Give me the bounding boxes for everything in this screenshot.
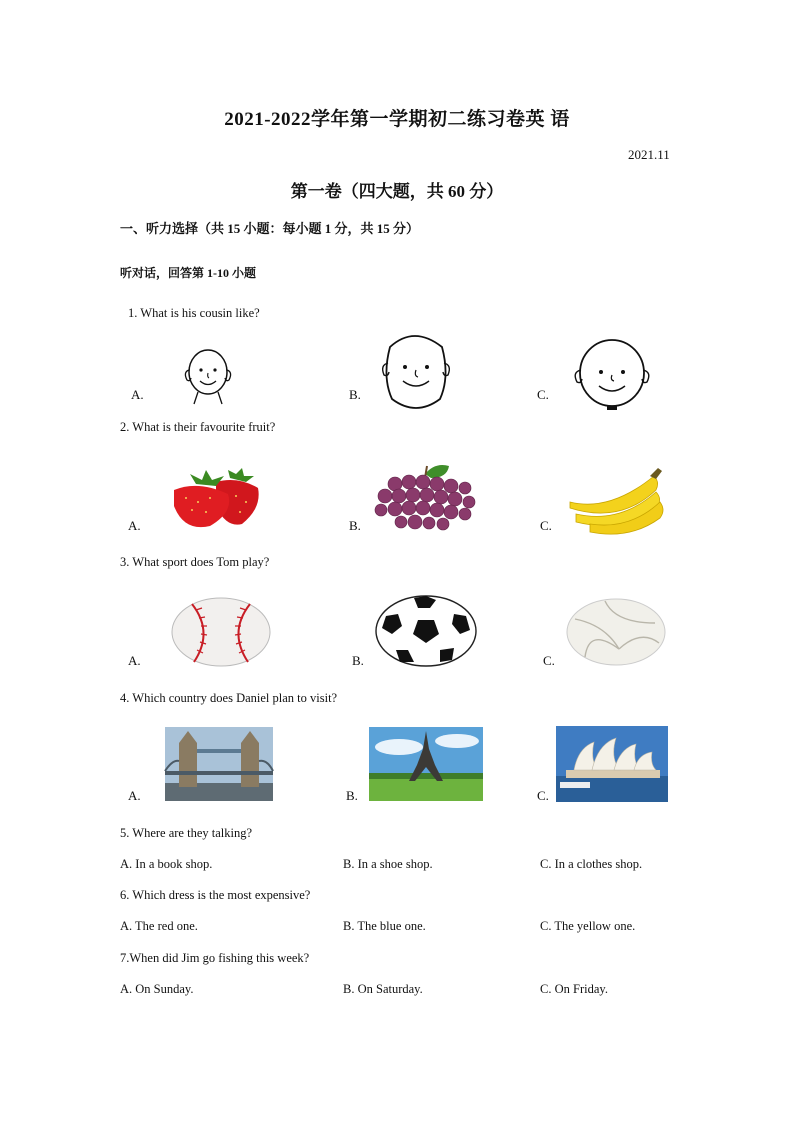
exam-date: 2021.11	[628, 147, 670, 162]
q3-option-c[interactable]: C.	[543, 653, 555, 668]
question-3: 3. What sport does Tom play?	[120, 555, 270, 569]
q5-option-c[interactable]: C. In a clothes shop.	[540, 857, 643, 871]
question-7: 7.When did Jim go fishing this week?	[120, 951, 310, 965]
small-face-icon	[180, 342, 240, 406]
volleyball-icon	[565, 597, 667, 667]
question-1: 1. What is his cousin like?	[128, 306, 260, 320]
q6-option-b[interactable]: B. The blue one.	[343, 919, 426, 933]
q3-option-a[interactable]: A.	[128, 653, 141, 668]
q7-option-a[interactable]: A. On Sunday.	[120, 982, 194, 996]
question-5: 5. Where are they talking?	[120, 826, 253, 840]
big-face-icon	[376, 329, 456, 413]
page-title: 2021-2022学年第一学期初二练习卷英 语	[224, 109, 570, 130]
q7-option-c[interactable]: C. On Friday.	[540, 982, 608, 996]
q6-option-c[interactable]: C. The yellow one.	[540, 919, 636, 933]
q1-option-a[interactable]: A.	[131, 387, 144, 402]
q4-option-c[interactable]: C.	[537, 788, 549, 803]
banana-icon	[566, 466, 666, 534]
round-face-icon	[569, 338, 655, 412]
question-2: 2. What is their favourite fruit?	[120, 420, 276, 434]
q5-option-b[interactable]: B. In a shoe shop.	[343, 857, 433, 871]
q5-option-a[interactable]: A. In a book shop.	[120, 857, 213, 871]
football-icon	[374, 594, 478, 668]
q4-option-b[interactable]: B.	[346, 788, 358, 803]
q2-option-b[interactable]: B.	[349, 518, 361, 533]
q2-option-a[interactable]: A.	[128, 518, 141, 533]
section-heading: 一、听力选择（共 15 小题：每小题 1 分，共 15 分）	[120, 221, 420, 236]
q3-option-b[interactable]: B.	[352, 653, 364, 668]
eiffel-tower-icon	[369, 727, 483, 801]
baseball-icon	[170, 596, 272, 668]
grapes-icon	[371, 462, 477, 534]
q6-option-a[interactable]: A. The red one.	[120, 919, 198, 933]
question-6: 6. Which dress is the most expensive?	[120, 888, 311, 902]
q7-option-b[interactable]: B. On Saturday.	[343, 982, 423, 996]
opera-house-icon	[556, 726, 668, 802]
q2-option-c[interactable]: C.	[540, 518, 552, 533]
q1-option-b[interactable]: B.	[349, 387, 361, 402]
tower-bridge-icon	[165, 727, 273, 801]
question-4: 4. Which country does Daniel plan to visit?	[120, 691, 338, 705]
section-subheading: 听对话，回答第 1-10 小题	[120, 266, 256, 280]
q1-option-c[interactable]: C.	[537, 387, 549, 402]
strawberry-icon	[166, 468, 264, 530]
volume-heading: 第一卷（四大题，共 60 分）	[290, 182, 504, 201]
q4-option-a[interactable]: A.	[128, 788, 141, 803]
